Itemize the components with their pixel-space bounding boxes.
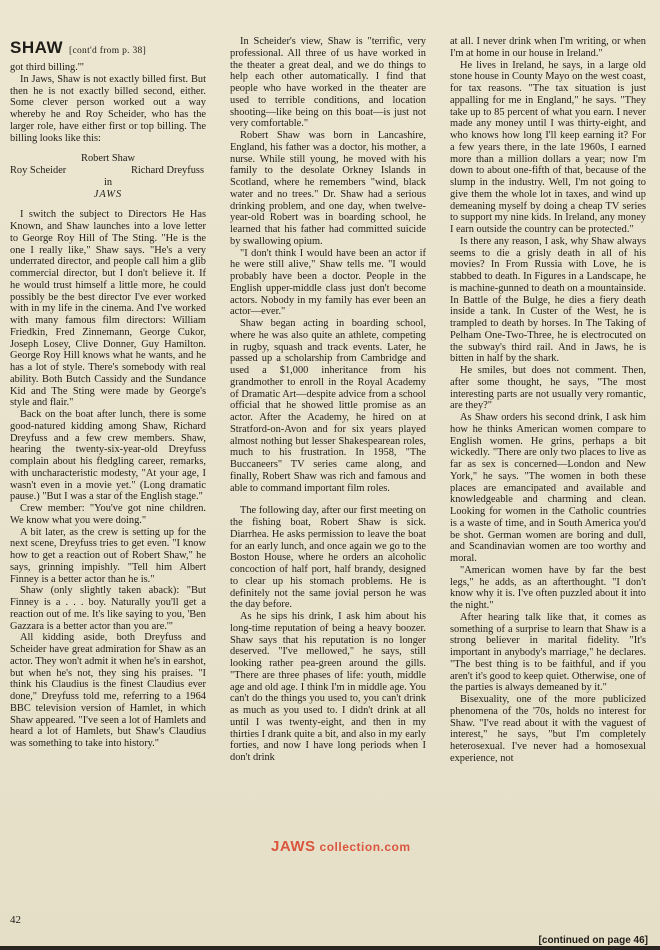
paragraph: As he sips his drink, I ask him about his long-time reputation of being a heavy boozer. Shaw says that his reputation is no longer deserved. "I've mellowed," he says, still looking rather pea-green around the gills. "There are three phases of life: youth, middle age and old age. I think I'm in middle age. You can't do the things you used to, you can't drink as much as you used to. I didn't drink at all until I was twenty-eight, and then in my thirties I drank quite a bit, and also in my early forties, and now I have long periods when I don't drink	[230, 611, 426, 763]
watermark-stamp: JAWS collection.com	[271, 838, 411, 855]
continued-on-note: [continued on page 46]	[538, 935, 648, 946]
column-1	[10, 62, 206, 750]
paragraph: All kidding aside, both Dreyfuss and Scheider have great admiration for Shaw as an actor. They won't admit it when he's in earshot, but when he's not, they sing his praises. "I think his Claudius is the finest Claudius ever done," Dreyfuss told me, referring to a 1964 BBC television version of Hamlet, in which Shaw appeared. "I've seen a lot of Hamlets and heard a lot of Hamlets, but Shaw's Claudius was something to take into history."	[10, 632, 206, 749]
paragraph: Shaw (only slightly taken aback): "But Finney is a . . . boy. Naturally you'll get a reaction out of me. It's like saying to you, 'Ben Gazzara is a better actor than you are.'"	[10, 585, 206, 632]
paragraph: got third billing.'"	[10, 62, 84, 73]
billing-film: JAWS	[93, 188, 123, 200]
continued-from-note: [cont'd from p. 38]	[69, 46, 147, 56]
paragraph: "I don't think I would have been an actor if he were still alive," Shaw tells me. "I would probably have been a doctor. People in the English upper-middle class just don't become actors. Nobody in my family has ever been an actor—ever."	[230, 247, 426, 318]
paragraph: As Shaw orders his second drink, I ask him how he thinks American women compare to English women. He grins, perhaps a bit wickedly. "There are only two places to live as far as sex is concerned—London and New York," he says. "The women in both these places are emancipated and available and knowledgeable and charming and clean. Looking for women in the Catholic countries is a waste of time, and in South America you'd be shot. German women are boring and dull, and Scandinavian women are too worthy and moral.	[450, 412, 646, 564]
billing-right: Richard Dreyfuss	[130, 165, 204, 176]
billing-row	[10, 165, 206, 177]
column-3	[450, 36, 646, 765]
paragraph: Robert Shaw was born in Lancashire, England, his father was a doctor, his mother, a nurse. While still young, he moved with his family to the desolate Orkney Islands in Scotland, where he remembers "wind, black water and no trees." Dr. Shaw had a serious drinking problem, and one day, when twelve-year-old Robert was in boarding school, he learned that his father had committed suicide by swallowing opium.	[230, 130, 426, 247]
article-header	[10, 38, 206, 58]
paragraph: In Scheider's view, Shaw is "terrific, very professional. All three of us have worked in the theater a great deal, and we do things to help each other automatically. I find that people who have worked in the theater are used to terrible conditions, and location shooting—like being on this boat—is just not very comfortable."	[230, 36, 426, 130]
paragraph: "American women have by far the best legs," he adds, as an afterthought. "I don't know why it is. I've often puzzled about it into the night."	[450, 564, 646, 611]
column-2	[230, 36, 426, 764]
scan-edge	[0, 946, 660, 950]
paragraph: Bisexuality, one of the more publicized phenomena of the '70s, holds no interest for Shaw. "I've read about it with the vaguest of interest," he says, "but I'm completely heterosexual. I've never had a homosexual experience, not	[450, 694, 646, 764]
paragraph: Is there any reason, I ask, why Shaw always seems to die a grisly death in all of his movies? In From Russia with Love, he is stabbed to death. In Figures in a Landscape, he is machine-gunned to death on a mountainside. In Battle of the Bulge, he dies a fiery death inside a tank. In Custer of the West, he is trampled to death by horses. In The Taking of Pelham One-Two-Three, he is electrocuted on the subway's third rail. And in Jaws, he is bitten in half by the shark.	[450, 235, 646, 365]
article-title: SHAW	[10, 38, 63, 57]
paragraph: Back on the boat after lunch, there is some good-natured kidding among Shaw, Richard Dreyfuss and a few crew members. Shaw, hearing the twenty-six-year-old Dreyfuss complain about his fledgling career, remarks, with uncharacteristic modesty, "At your age, I wasn't even in a movie yet." (Long dramatic pause.) "But I was a star of the English stage."	[10, 409, 206, 503]
page-number: 42	[10, 914, 21, 926]
paragraph: A bit later, as the crew is setting up for the next scene, Dreyfuss tries to get even. "I know how to get a reaction out of Robert Shaw," he says, grinning impishly. "Tell him Albert Finney is a better actor than he is."	[10, 526, 206, 585]
paragraph: at all. I never drink when I'm writing, or when I'm at home in our house in Ireland."	[450, 36, 646, 59]
billing-left: Roy Scheider	[10, 165, 67, 176]
paragraph: I switch the subject to Directors He Has Known, and Shaw launches into a love letter to George Roy Hill of The Sting. "He is the one I really like," Shaw says. "He's a very underrated director, and people call him a glib commercial director, but I don't believe it. If he would trust himself a little more, he could possibly be the best director I've ever worked with in my life in the cinema. And I've worked with many famous film directors: William Friedkin, Fred Zinnemann, George Cukor, Joseph Losey, Clive Donner, Guy Hamilton. George Roy Hill knows what he wants, and he has a lot of style. There's somebody with real ability. Both Butch Cassidy and the Sundance Kid and The Sting were made by George's style and flair."	[10, 209, 206, 409]
billing-in: in	[103, 176, 113, 188]
paragraph: He smiles, but does not comment. Then, after some thought, he says, "The most interesting parts are not usually very romantic, are they?"	[450, 365, 646, 412]
paragraph: Shaw began acting in boarding school, where he was also quite an athlete, competing in rugby, squash and track events. Later, he passed up a scholarship from Cambridge and used a $1,000 inheritance from his grandmother to enroll in the Royal Academy of Dramatic Art—despite advice from a school official that he showed little promise as an actor. After the Academy, he hired on at Stratford-on-Avon and for six years played almost nothing but lesser Shakespearean roles, much to his frustration. In 1958, "The Buccaneers" TV series came along, and finally, Robert Shaw was rich and famous and able to command important film roles.	[230, 318, 426, 494]
paragraph: In Jaws, Shaw is not exactly billed first. But then he is not exactly billed second, either. Some clever person worked out a way whereby he and Roy Scheider, who has the larger role, have either first or top billing. The billing looks like this:	[10, 73, 206, 144]
billing-top: Robert Shaw	[81, 153, 135, 165]
billing-block	[10, 153, 206, 200]
paragraph: Crew member: "You've got nine children. We know what you were doing."	[10, 503, 206, 526]
paragraph: The following day, after our first meeting on the fishing boat, Robert Shaw is sick. Diarrhea. He asks permission to leave the boat for an early lunch, and once again we go to the Boston House, where he orders an alcoholic concoction of half port, half brandy, designed to clear up his stomach problems. He is definitely not the same jovial person he was the day before.	[230, 505, 426, 611]
paragraph: He lives in Ireland, he says, in a large old stone house in County Mayo on the west coast, for tax reasons. "The tax situation is just appalling for me in England," he says. "They take up to 85 percent of what you earn. I never made any money until I was thirty-eight, and who knows how long I'll keep earning it? For a few years there, in the late 1960s, I earned more than a million dollars a year; now I'm down to about one-fifth of that, because of the slump in the industry. Well, I'm not going to give them the whole lot in taxes, and wind up demeaning myself by doing a cheap TV series to support my nine kids. In Ireland, any money I earn outside the country can be protected."	[450, 59, 646, 235]
paragraph: After hearing talk like that, it comes as something of a surprise to learn that Shaw is a strong believer in marital fidelity. "It's important in anybody's marriage," he declares. "The best thing is to be faithful, and if you aren't it's good to keep quiet. Otherwise, one of the parties is always demeaned by it."	[450, 611, 646, 694]
